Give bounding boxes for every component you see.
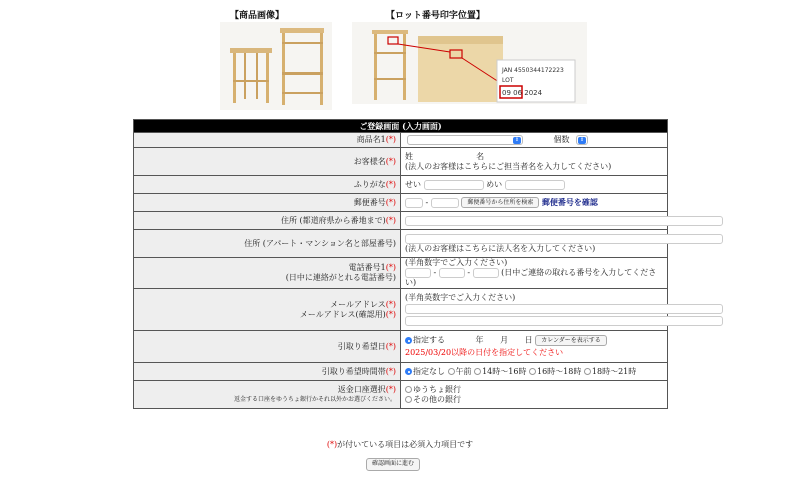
chevron-updown-icon: ⇕: [514, 137, 520, 143]
postal-value-cell: [401, 194, 668, 212]
furigana-label-cell: [134, 176, 401, 194]
address1-input[interactable]: [405, 216, 723, 226]
phone-label-cell: [134, 258, 401, 289]
phone-separator-2: -: [467, 268, 471, 277]
time-radio-am[interactable]: [448, 368, 455, 375]
product-value-cell: [401, 133, 668, 148]
stool-illustration: [220, 22, 332, 110]
phone-input-3[interactable]: [473, 268, 499, 278]
refund-value-cell: [401, 381, 668, 409]
refund-radio-yucho[interactable]: [405, 386, 412, 393]
time-option-18-21: 18時〜21時: [591, 366, 637, 376]
day-label: 日: [524, 335, 533, 345]
time-radio-18-21[interactable]: [584, 368, 591, 375]
email-confirm-label: メールアドレス(確認用): [299, 309, 386, 319]
furigana-sei-input[interactable]: [424, 180, 484, 190]
refund-label: 返金口座選択: [337, 384, 386, 394]
product-select[interactable]: [407, 135, 523, 145]
pickup-time-label: 引取り希望時間帯: [321, 366, 386, 376]
mei-label: 名: [476, 151, 485, 161]
time-radio-16-18[interactable]: [529, 368, 536, 375]
phone-value-cell: [401, 258, 668, 289]
required-mark: (*): [385, 263, 396, 272]
product-image-title: 【商品画像】: [230, 11, 285, 21]
email-input[interactable]: [405, 304, 723, 314]
label-lot-number: 09 06 2024: [502, 89, 543, 97]
phone-separator-1: -: [433, 268, 437, 277]
pickup-day-input[interactable]: [511, 336, 525, 346]
address1-value-cell: [401, 212, 668, 230]
chevron-updown-icon: ⇕: [579, 137, 585, 143]
pickup-time-label-cell: [134, 363, 401, 381]
confirm-button[interactable]: 確認画面に進む: [366, 458, 420, 471]
time-option-am: 午前: [455, 366, 472, 376]
required-mark: (*): [385, 309, 396, 319]
postal-label-cell: [134, 194, 401, 212]
required-legend-text: が付いている項目は必須入力項目です: [337, 440, 474, 449]
top-images: [0, 0, 800, 110]
refund-radio-other[interactable]: [405, 396, 412, 403]
name-label-cell: [134, 148, 401, 176]
refund-label-cell: [134, 381, 401, 409]
required-mark: (*): [385, 384, 396, 394]
address2-value-cell: [401, 230, 668, 258]
qty-label: 個数: [553, 135, 570, 144]
email-label: メールアドレス: [330, 299, 386, 309]
required-mark: (*): [326, 440, 338, 449]
address2-note: (法人のお客様はこちらに法人名を入力してください): [405, 243, 596, 253]
required-legend: [0, 439, 800, 450]
pickup-date-option: 指定する: [413, 335, 445, 345]
time-radio-none[interactable]: [405, 368, 412, 375]
required-mark: (*): [385, 135, 396, 144]
address2-input[interactable]: [405, 234, 723, 244]
refund-option-other: その他の銀行: [413, 394, 461, 404]
postal-search-button[interactable]: 郵便番号から住所を検索: [461, 197, 539, 208]
product-label: 商品名1: [356, 135, 386, 144]
sei-input[interactable]: [416, 152, 474, 162]
registration-form: [133, 119, 668, 409]
pickup-date-label: 引取り希望日: [337, 341, 386, 351]
year-label: 年: [475, 335, 484, 345]
postal-input-2[interactable]: [431, 198, 459, 208]
lot-position-illustration: [352, 22, 587, 104]
email-confirm-input[interactable]: [405, 316, 723, 326]
phone-input-1[interactable]: [405, 268, 431, 278]
furigana-label: ふりがな: [353, 179, 386, 189]
required-mark: (*): [385, 215, 396, 225]
phone-hint: (半角数字でご入力ください): [405, 258, 508, 267]
email-label-cell: [134, 289, 401, 331]
mei-input[interactable]: [487, 152, 547, 162]
phone-sub-label: (日中に連絡がとれる電話番号): [285, 273, 396, 282]
required-mark: (*): [385, 299, 396, 309]
time-option-none: 指定なし: [413, 366, 445, 376]
email-value-cell: [401, 289, 668, 331]
phone-label: 電話番号1: [348, 263, 386, 272]
postal-check-link[interactable]: 郵便番号を確認: [541, 196, 598, 207]
lot-position-title: 【ロット番号印字位置】: [386, 11, 485, 21]
postal-separator: -: [425, 197, 429, 207]
product-label-cell: [134, 133, 401, 148]
furigana-sei-label: せい: [405, 179, 421, 189]
refund-option-yucho: ゆうちょ銀行: [413, 384, 461, 394]
furigana-mei-label: めい: [486, 179, 503, 189]
time-radio-14-16[interactable]: [474, 368, 481, 375]
pickup-date-note: 2025/03/20以降の日付を指定してください: [405, 348, 564, 357]
label-lot-text: LOT: [502, 77, 514, 84]
name-label: お客様名: [353, 156, 386, 166]
month-label: 月: [500, 335, 509, 345]
phone-input-2[interactable]: [439, 268, 465, 278]
lot-position-image: [352, 22, 587, 104]
address1-label: 住所 (都道府県から番地まで): [280, 215, 386, 225]
pickup-month-input[interactable]: [486, 336, 500, 346]
pickup-date-value-cell: [401, 331, 668, 363]
refund-note: 返金する口座をゆうちょ銀行かそれ以外かお選びください。: [233, 395, 396, 403]
phone-note: (日中ご連絡の取れる番号を入力してください): [405, 268, 657, 287]
furigana-mei-input[interactable]: [505, 180, 565, 190]
name-value-cell: [401, 148, 668, 176]
time-option-16-18: 16時〜18時: [537, 366, 582, 376]
postal-input-1[interactable]: [405, 198, 423, 208]
qty-select[interactable]: [576, 135, 588, 145]
address2-label-cell: [134, 230, 401, 258]
postal-label: 郵便番号: [353, 197, 386, 207]
email-hint: (半角英数字でご入力ください): [405, 293, 516, 302]
calendar-button[interactable]: カレンダーを表示する: [535, 335, 607, 346]
pickup-year-input[interactable]: [448, 336, 476, 346]
pickup-time-value-cell: [401, 363, 668, 381]
address1-label-cell: [134, 212, 401, 230]
product-image: [220, 22, 332, 110]
required-mark: (*): [385, 197, 396, 207]
name-note: (法人のお客様はこちらにご担当者名を入力してください): [405, 161, 612, 171]
furigana-value-cell: [401, 176, 668, 194]
form-header: ご登録画面 (入力画面): [134, 120, 668, 133]
required-mark: (*): [385, 179, 396, 189]
required-mark: (*): [385, 156, 396, 166]
pickup-date-radio[interactable]: [405, 337, 412, 344]
label-jan-text: JAN 4550344172223: [502, 67, 564, 74]
pickup-date-label-cell: [134, 331, 401, 363]
sei-label: 姓: [405, 151, 413, 161]
address2-label: 住所 (アパート・マンション名と部屋番号): [244, 238, 396, 248]
required-mark: (*): [385, 341, 396, 351]
time-option-14-16: 14時〜16時: [482, 366, 527, 376]
required-mark: (*): [385, 366, 396, 376]
